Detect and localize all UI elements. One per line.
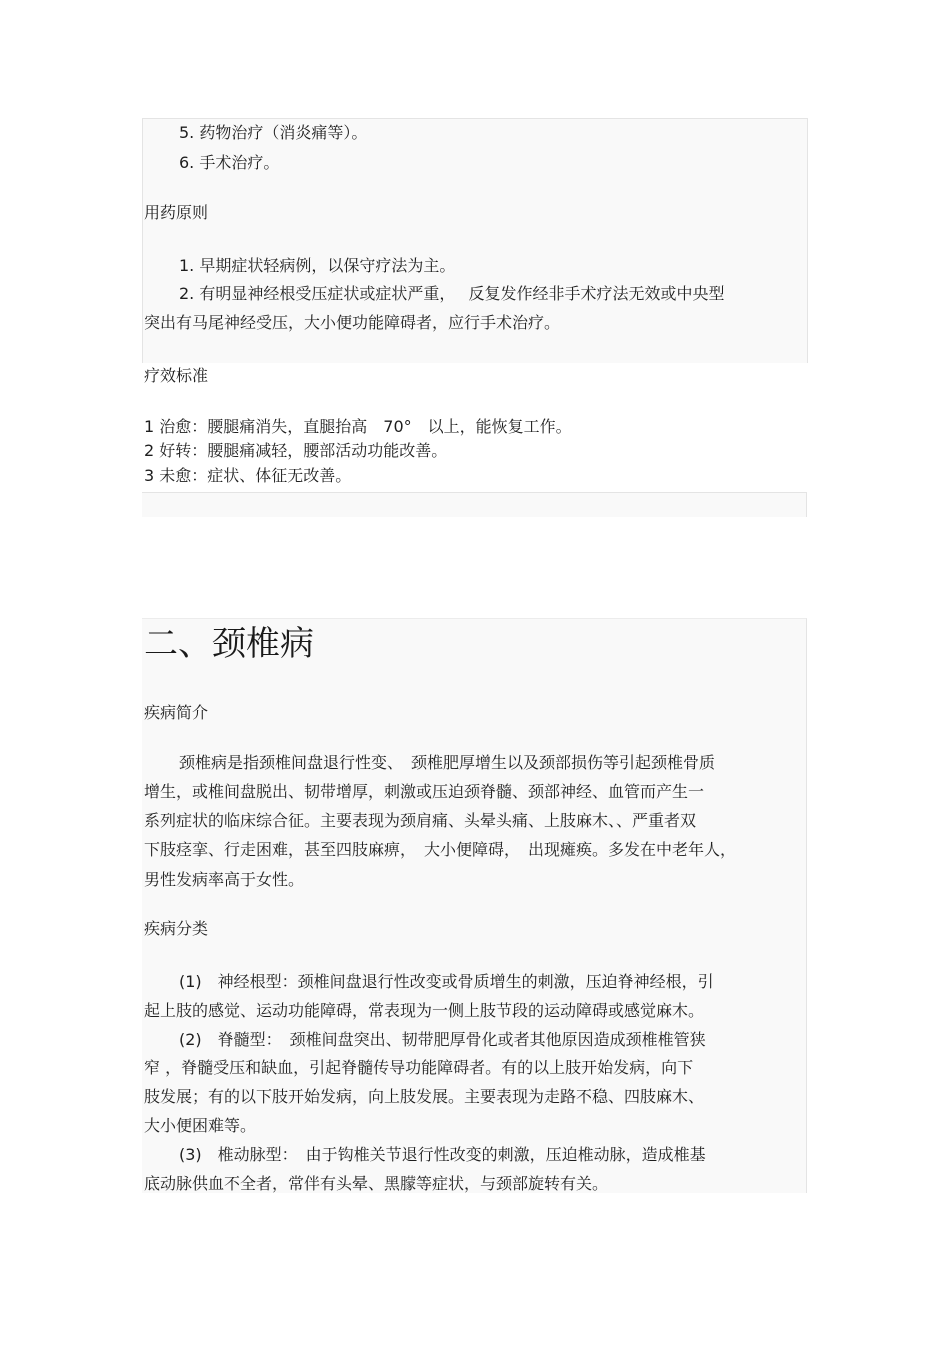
paragraph-line: 男性发病率高于女性。: [144, 870, 305, 889]
paragraph-line: 底动脉供血不全者，常伴有头晕、黑朦等症状，与颈部旋转有关。: [144, 1174, 609, 1193]
paragraph-line: (1) 神经根型：颈椎间盘退行性改变或骨质增生的刺激，压迫脊神经根，引: [179, 972, 714, 991]
paragraph-line: 大小便困难等。: [144, 1116, 257, 1135]
list-item: 1. 早期症状轻病例，以保守疗法为主。: [179, 256, 456, 275]
paragraph-line: 肢发展；有的以下肢开始发病，向上肢发展。主要表现为走路不稳、四肢麻木、: [144, 1087, 705, 1106]
efficacy-item: 3 未愈：症状、体征无改善。: [144, 466, 352, 485]
section-heading-medication: 用药原则: [144, 203, 209, 222]
list-item: 5. 药物治疗（消炎痛等）。: [179, 123, 368, 142]
list-item: 6. 手术治疗。: [179, 153, 280, 172]
section-heading-efficacy: 疗效标准: [144, 366, 209, 385]
paragraph-line: (3) 椎动脉型： 由于钩椎关节退行性改变的刺激，压迫椎动脉，造成椎基: [179, 1145, 706, 1164]
paragraph-line: 增生，或椎间盘脱出、韧带增厚，刺激或压迫颈脊髓、颈部神经、血管而产生一: [144, 782, 705, 801]
paragraph-line: 起上肢的感觉、运动功能障碍，常表现为一侧上肢节段的运动障碍或感觉麻木。: [144, 1001, 705, 1020]
section-heading-classification: 疾病分类: [144, 919, 209, 938]
efficacy-item: 1 治愈：腰腿痛消失，直腿抬高 70° 以上，能恢复工作。: [144, 417, 572, 436]
paragraph-line: 系列症状的临床综合征。主要表现为颈肩痛、头晕头痛、上肢麻木、、严重者双: [144, 811, 697, 830]
section-heading-intro: 疾病简介: [144, 703, 209, 722]
list-item: 2. 有明显神经根受压症状或症状严重， 反复发作经非手术疗法无效或中央型: [179, 284, 725, 303]
page-title: 二、颈椎病: [144, 624, 314, 664]
list-item: 突出有马尾神经受压，大小便功能障碍者，应行手术治疗。: [144, 313, 561, 332]
paragraph-line: (2) 脊髓型： 颈椎间盘突出、韧带肥厚骨化或者其他原因造成颈椎椎管狭: [179, 1030, 706, 1049]
efficacy-item: 2 好转：腰腿痛减轻，腰部活动功能改善。: [144, 441, 448, 460]
paragraph-line: 颈椎病是指颈椎间盘退行性变、 颈椎肥厚增生以及颈部损伤等引起颈椎骨质: [179, 753, 716, 772]
paragraph-line: 下肢痉挛、行走困难，甚至四肢麻痹， 大小便障碍， 出现瘫痪。多发在中老年人，: [144, 840, 737, 859]
paragraph-line: 窄 ，脊髓受压和缺血，引起脊髓传导功能障碍者。有的以上肢开始发病，向下: [144, 1058, 694, 1077]
content-panel-strip: [142, 492, 807, 517]
